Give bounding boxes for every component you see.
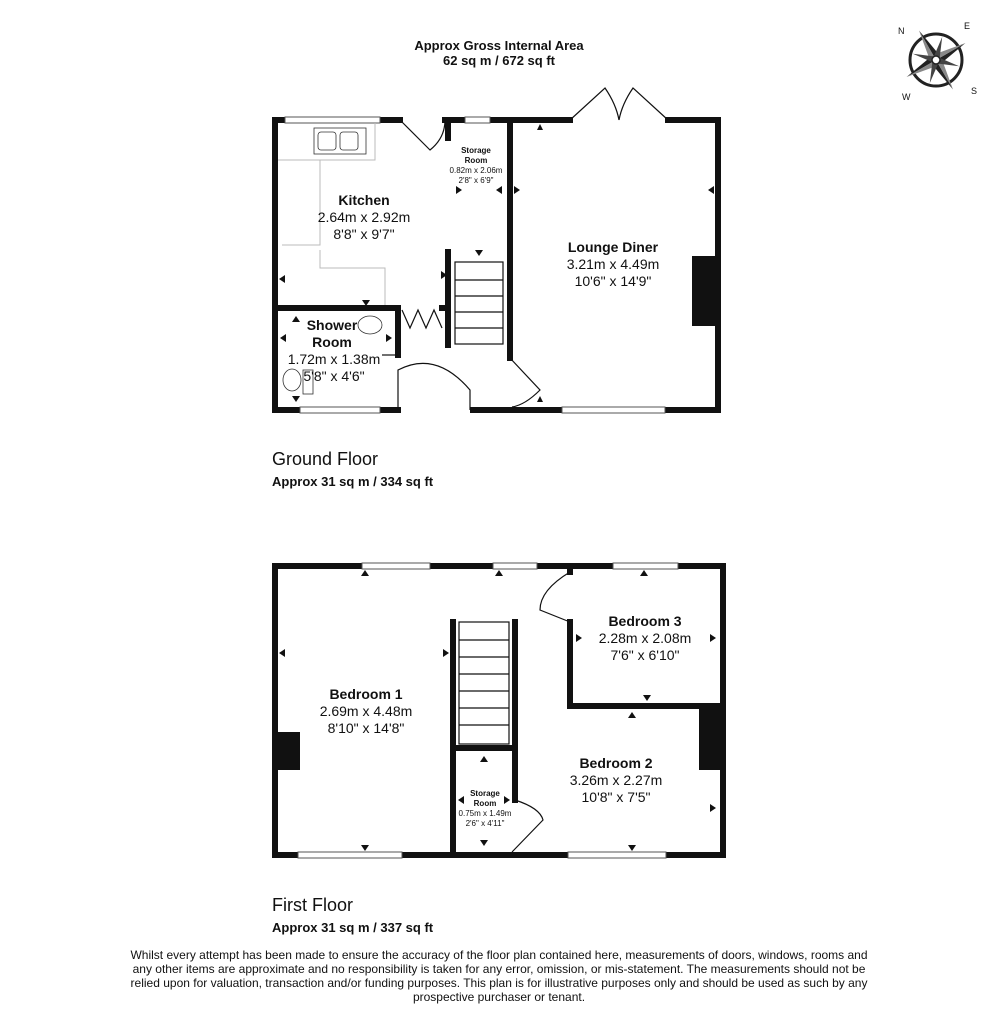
compass-e-label: E (964, 21, 971, 31)
ground-floor-title: Ground Floor (272, 449, 379, 469)
ground-floor-plan (0, 0, 998, 440)
bedroom2-imperial: 10'8" x 7'5" (581, 789, 651, 805)
lounge-imperial: 10'6" x 14'9" (574, 273, 652, 289)
bedroom1-imperial: 8'10" x 14'8" (327, 720, 405, 736)
kitchen-metric: 2.64m x 2.92m (317, 209, 411, 225)
lounge-metric: 3.21m x 4.49m (566, 256, 660, 272)
bedroom3-imperial: 7'6" x 6'10" (610, 647, 680, 663)
compass-n-label: N (898, 26, 905, 36)
first-floor-area: Approx 31 sq m / 337 sq ft (272, 920, 434, 935)
kitchen-imperial: 8'8" x 9'7" (333, 226, 395, 242)
shower-imperial: 5'8" x 4'6" (303, 368, 365, 384)
gross-area-value: 62 sq m / 672 sq ft (443, 53, 555, 68)
bedroom3-name: Bedroom 3 (608, 613, 682, 629)
bedroom3-metric: 2.28m x 2.08m (598, 630, 692, 646)
compass-w-label: W (902, 92, 911, 102)
gross-area-title: Approx Gross Internal Area (414, 38, 584, 53)
storage-metric: 0.82m x 2.06m (449, 166, 503, 175)
storage-imperial: 2'8" x 6'9" (458, 176, 494, 185)
bedroom2-name: Bedroom 2 (579, 755, 653, 771)
bedroom1-metric: 2.69m x 4.48m (319, 703, 413, 719)
shower-name-line2: Room (312, 334, 352, 350)
first-storage-imperial: 2'6" x 4'11" (465, 819, 505, 828)
bedroom1-name: Bedroom 1 (329, 686, 403, 702)
first-floor-title: First Floor (272, 895, 353, 915)
first-storage-name-line2: Room (473, 799, 497, 808)
first-storage-name-line1: Storage (470, 789, 500, 798)
bedroom2-metric: 3.26m x 2.27m (569, 772, 663, 788)
storage-name-line1: Storage (461, 146, 491, 155)
shower-name-line1: Shower (306, 317, 358, 333)
ground-floor-area: Approx 31 sq m / 334 sq ft (272, 474, 434, 489)
first-storage-metric: 0.75m x 1.49m (458, 809, 512, 818)
lounge-name: Lounge Diner (567, 239, 659, 255)
storage-name-line2: Room (464, 156, 488, 165)
compass-s-label: S (971, 86, 978, 96)
first-floor-plan (0, 540, 998, 870)
kitchen-name: Kitchen (338, 192, 390, 208)
shower-metric: 1.72m x 1.38m (287, 351, 381, 367)
disclaimer-text: Whilst every attempt has been made to ensure the accuracy of the floor plan contained here, measurements of doors, windows, rooms and any other items are approximate and no responsibility is taken for any error, omission, or mis-statement. The measurements should not be relied upon for valuation, transaction and/or funding purposes. This plan is for illustrative purposes only and should be used as such by any prospective purchaser or tenant. (130, 948, 868, 1004)
